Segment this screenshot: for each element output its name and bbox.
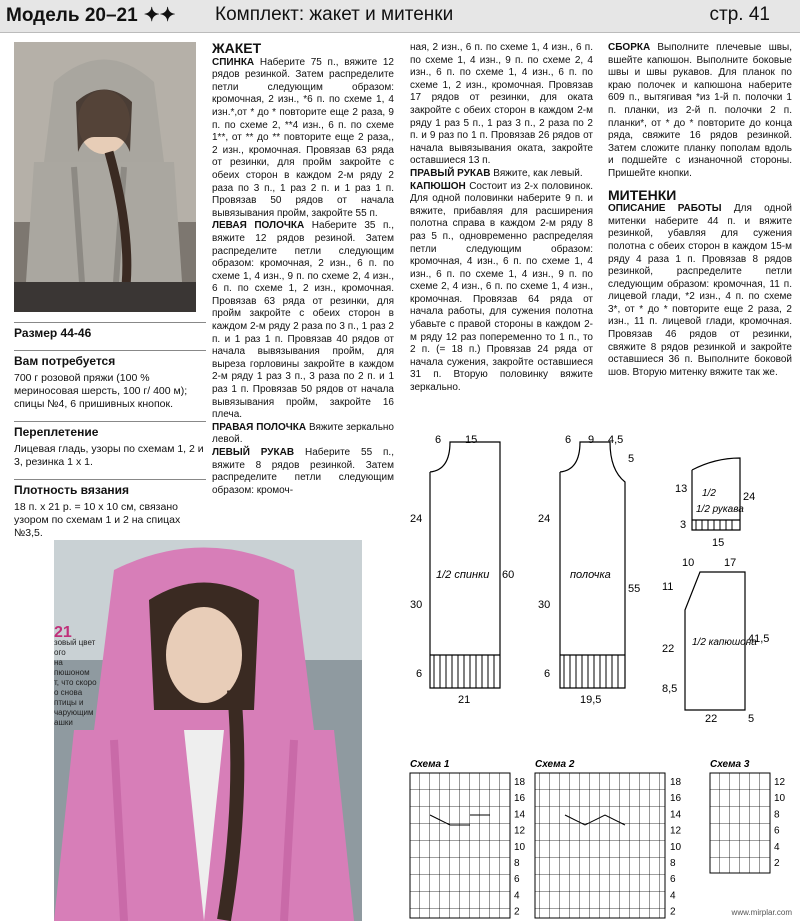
mittens-heading: МИТЕНКИ: [608, 186, 677, 203]
chart-row-number: 14: [514, 809, 526, 821]
photo-grey-jacket: [14, 42, 196, 312]
front-dim-top-mid: 9: [588, 434, 595, 446]
magazine-caption: [54, 624, 97, 728]
back-dim-left-top: 24: [410, 513, 423, 525]
watermark: www.mirplar.com: [731, 908, 792, 917]
density-text: 18 п. х 21 р. = 10 х 10 см, связано узором по схемам 1 и 2 на спицах №3,5.: [14, 501, 181, 539]
chart-row-number: 12: [774, 777, 786, 788]
chart-row-number: 4: [774, 841, 780, 853]
back-dim-bottom: 21: [458, 694, 471, 706]
back-dim-right: 60: [502, 569, 515, 581]
chart-row-number: 2: [670, 906, 676, 918]
caption-line: зовый цвет: [54, 638, 96, 647]
left-sleeve-instructions: ЛЕВЫЙ РУКАВ Наберите 55 п., вяжите 8 рядов резинкой. Затем распределите петли следующим образом: кромоч-: [212, 447, 394, 496]
front-dim-right-top: 5: [628, 453, 635, 465]
front-dim-left-top: 24: [538, 513, 551, 525]
jacket-heading: ЖАКЕТ: [212, 40, 262, 56]
back-pattern: [430, 442, 500, 688]
hood-dim-top-right: 17: [724, 557, 737, 569]
page-header: [0, 0, 800, 33]
caption-number: 21: [54, 624, 72, 641]
density-heading: Плотность вязания: [14, 483, 130, 497]
front-dim-bottom: 19,5: [580, 694, 602, 706]
column-assembly: [608, 42, 792, 379]
hood-dim-bottom-right: 5: [748, 713, 755, 725]
assembly-instructions: СБОРКА Выполните плечевые швы, вшейте капюшон. Выполните боковые швы и швы рукавов. Для планок по краю полочек и капюшона наберите 609 п., вытягивая *из 1-й п. полочки 1 п. планки, из 2-й п. полочки 2 п. планки*, от * до * повторите до конца ряда, свяжите 16 рядов резинкой. Затем сложите планку пополам вдоль и подшейте с изнаночной стороны. Пришейте кнопки.: [608, 42, 792, 179]
materials-info: [14, 322, 206, 550]
chart-row-number: 18: [514, 777, 526, 788]
sleeve-label-2: 1/2 рукава: [696, 504, 744, 515]
caption-line: т, что скоро: [54, 678, 97, 687]
back-dim-rib: 6: [416, 668, 423, 680]
back-dim-top-left: 6: [435, 434, 442, 446]
front-dim-top-right: 4,5: [608, 434, 624, 446]
chart-row-number: 16: [514, 793, 526, 805]
chart-row-number: 4: [670, 890, 676, 902]
sleeve-dim-right: 24: [743, 491, 756, 503]
column-sleeve-hood: [410, 42, 593, 395]
hood-dim-top-left: 10: [682, 557, 695, 569]
chart-row-number: 6: [514, 874, 520, 886]
chart-row-number: 6: [670, 874, 676, 886]
front-dim-right: 55: [628, 583, 641, 595]
needs-text: 700 г розовой пряжи (100 % мериносовая шерсть, 100 г/ 400 м); спицы №4, 6 пришивных кнопок.: [14, 372, 188, 410]
chart-row-number: 2: [774, 858, 780, 869]
weave-heading: Переплетение: [14, 425, 99, 439]
chart-row-number: 12: [514, 825, 526, 837]
hood-dim-right: 41,5: [748, 633, 770, 645]
chart-row-number: 8: [774, 809, 780, 821]
chart-row-number: 16: [670, 793, 682, 805]
chart1-grid: [410, 773, 510, 918]
front-label: полочка: [570, 569, 611, 581]
chart-row-number: 10: [670, 841, 682, 853]
chart2-title: Схема 2: [535, 759, 575, 770]
density-section: [14, 479, 206, 540]
sleeve-dim-left-bottom: 3: [680, 519, 687, 531]
model-number: Модель 20–21 ✦✦: [6, 5, 176, 26]
back-dim-top-right: 15: [465, 434, 478, 446]
chart-row-number: 8: [514, 858, 520, 869]
hood-label: 1/2 капюшона: [692, 637, 757, 648]
pattern-diagrams: [400, 430, 800, 730]
caption-line: на: [54, 658, 63, 667]
grey-jacket-illustration: [14, 42, 196, 312]
chart2-grid: [535, 773, 665, 918]
chart-row-number: 12: [670, 825, 682, 837]
chart-row-number: 8: [670, 858, 676, 869]
page-number: стр. 41: [709, 4, 770, 25]
size-heading: Размер 44-46: [14, 326, 92, 340]
caption-line: птицы и: [54, 698, 84, 707]
hood-dim-bottom: 22: [705, 713, 718, 725]
hood-dim-left-a: 11: [662, 581, 674, 593]
right-front-instructions: ПРАВАЯ ПОЛОЧКА Вяжите зеркально левой.: [212, 421, 394, 446]
sleeve-label: 1/2: [702, 488, 716, 499]
hood-instructions: КАПЮШОН Состоит из 2-х половинок. Для одной половинки наберите 9 п. и вяжите, прибавляя для расширения полотна справа в каждом 2-м ряду 8 раз 5 п., одновременно распределяя петли следующим образом: кромочная, 4 изн., 6 п. по схеме 1, 4 изн., 6 п. по схеме 1, 4 изн., 9 п. по схеме 2, 4 изн., 6 п. по схеме 1, 4 изн., кромочная. Провязав 64 ряда от начала работы, для сужения полотна убавьте с правой стороны в каждом 2-м ряду 12 раз попеременно то 1 п., то 2 п. (= 18 п.) Провязав 24 ряда от начала сужения, закройте оставшиеся 31 п. Вторую половинку вяжите зеркально.: [410, 180, 593, 394]
column-jacket: [212, 42, 394, 497]
chart-row-number: 10: [774, 793, 786, 805]
caption-line: пюшоном: [54, 668, 90, 677]
chart-row-number: 4: [514, 890, 520, 902]
size-section: [14, 322, 206, 340]
sleeve-dim-bottom: 15: [712, 537, 725, 549]
needs-heading: Вам потребуется: [14, 354, 116, 368]
chart1-title: Схема 1: [410, 759, 450, 770]
front-dim-left-bottom: 30: [538, 599, 551, 611]
right-sleeve-instructions: ПРАВЫЙ РУКАВ Вяжите, как левый.: [410, 167, 583, 179]
pink-jacket-illustration: [54, 540, 362, 921]
sleeve-dim-left-top: 13: [675, 483, 688, 495]
back-label: 1/2 спинки: [436, 569, 490, 581]
back-dim-left-bottom: 30: [410, 599, 423, 611]
chart-row-number: 2: [514, 906, 520, 918]
photo-pink-jacket: [54, 540, 362, 921]
back-instructions: СПИНКА Наберите 75 п., вяжите 12 рядов резинкой. Затем распределите петли следующим образом: кромочная, 2 изн., *6 п. по схеме 1, 4 изн.*,от * до * повторите еще 2 раза, 9 п. по схеме 2, **4 изн., 6 п. по схеме 1**, от ** до ** повторите еще 2 раза,, 2 изн., кромочная. Провязав 63 ряда от резинки, для пройм закройте с обеих сторон в каждом 2-м ряду 2 раза по 3 п., 1 раз 2 п. и 1 раз 1 п. Провязав 50 рядов от начала вывязывания пройм, закройте 55 п.: [212, 56, 394, 219]
caption-line: ого: [54, 648, 66, 657]
front-dim-rib: 6: [544, 668, 551, 680]
caption-line: чарующим: [54, 708, 94, 717]
mittens-instructions: ОПИСАНИЕ РАБОТЫ Для одной митенки наберите 44 п. и вяжите резинкой, убавляя для сужения полотна с обеих сторон в каждом 15-м ряду 4 раза 1 п. Провязав 8 рядов резинкой, распределите петли следующим образом: кромочная, 11 п. лицевой глади, *2 изн., 4 п. по схеме 3*, от * до * повторите еще 2 раза, 2 изн., 11 п. лицевой глади, кромочная. Провязав 46 рядов от резинки, свяжите 8 рядов резинкой и закройте оставшиеся 36 п. Выполните боковой шов. Вторую митенку вяжите так же.: [608, 203, 792, 378]
sleeve-continued: ная, 2 изн., 6 п. по схеме 1, 4 изн., 6 п. по схеме 1, 4 изн., 9 п. по схеме 2, 4 изн., 6 п. по схеме 1, 4 изн., 6 п. по схеме 1, 2 изн., кромочная. Провязав 17 рядов от резинки, для оката закройте с обеих сторон в каждом 2-м ряду 1 раз 5 п., 1 раз 3 п., 2 раза по 2 п. и 9 раз по 1 п. Провязав 26 рядов от начала вывязывания оката, закройте оставшиеся 13 п.: [410, 42, 593, 167]
weave-section: [14, 421, 206, 469]
weave-text: Лицевая гладь, узоры по схемам 1, 2 и 3, резинка 1 х 1.: [14, 443, 204, 468]
caption-line: ашки: [54, 718, 73, 727]
caption-line: о снова: [54, 688, 83, 697]
stitch-charts: [400, 755, 795, 920]
chart3-grid: [710, 773, 770, 873]
chart3-title: Схема 3: [710, 759, 750, 770]
chart-row-number: 14: [670, 809, 682, 821]
hood-dim-left-b: 22: [662, 643, 675, 655]
chart-row-number: 6: [774, 825, 780, 837]
page-title: Комплект: жакет и митенки: [215, 4, 454, 25]
hood-dim-left-c: 8,5: [662, 683, 678, 695]
chart-row-number: 10: [514, 841, 526, 853]
sleeve-pattern: [692, 458, 740, 530]
left-front-instructions: ЛЕВАЯ ПОЛОЧКА Наберите 35 п., вяжите 12 рядов резиной. Затем распределите петли следующим образом: кромочная, 2 изн., 6 п. по схеме 1, 4 изн., 9 п. по схеме 2, 4 изн., 6 п. по схеме 1, 2 изн., кромочная. Провязав 63 ряда от резинки, для пройм закройте с обеих сторон в каждом 2-м ряду 2 раза по 3 п., 1 раз 2 п. и 1 раз 1 п. Провязав 40 рядов от начала вывязывания пройм, для выреза горловины закройте в каждом 2-м ряду 1 раз 3 п., 3 раза по 2 п. и 1 раз 1 п. Провязав 50 рядов от начала вывязывания пройм, закройте 16 плеча.: [212, 220, 394, 421]
chart-row-number: 18: [670, 777, 682, 788]
front-pattern: [560, 442, 625, 688]
front-dim-top-left: 6: [565, 434, 572, 446]
needs-section: [14, 350, 206, 411]
